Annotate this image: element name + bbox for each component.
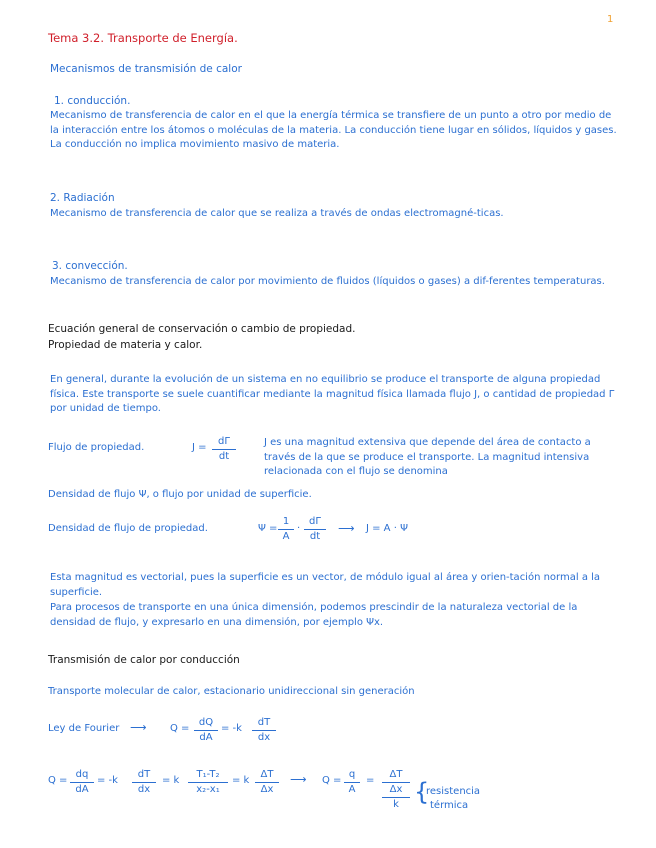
fourier-label: Ley de Fourier [48,723,120,734]
final-fraction-2 [132,768,156,797]
fourier-fraction-2 [252,716,276,745]
densidad-def: Densidad de flujo Ψ, o flujo por unidad de superficie. [48,489,312,500]
flujo-eq-den: dt [218,451,230,462]
densidad-eq-lhs: Ψ = [258,523,278,534]
fourier-lhs: Q = [170,723,190,734]
final-num2: dT [132,768,156,783]
fourier-num2: dT [252,716,276,731]
fourier-fraction-1 [194,716,218,745]
section-heading-mecanismos: Mecanismos de transmisión de calor [50,63,242,75]
final-den6-bot: k [393,799,399,810]
densidad-eq-dot: · [297,523,301,534]
final-fraction-1 [70,768,94,797]
propiedad-heading: Propiedad de materia y calor. [48,339,203,351]
densidad-label: Densidad de flujo de propiedad. [48,523,208,534]
final-den2: dx [137,784,151,795]
unidim-text: Para procesos de transporte en una única dimensión, podemos prescindir de la naturaleza vectorial de la densidad de flujo, y expresarlo en una dimensión, por ejemplo Ψx. [50,602,578,628]
flujo-desc: J es una magnitud extensiva que depende del área de contacto a través de la que se produce el transporte. La magnitud intensiva relacionada con el flujo se denomina [264,437,591,477]
densidad-eq-arrow: ⟶ [338,521,355,535]
fourier-arrow: ⟶ [130,720,147,734]
final-den6-top: Δx [382,783,410,798]
final-lhs: Q = [48,775,68,786]
final-eq4: = k [232,775,250,786]
final-num6: ΔT [382,768,410,783]
final-den5: A [348,784,356,795]
final-num4: ΔT [255,768,279,783]
flujo-eq-num: dΓ [212,435,236,450]
densidad-eq-den1: A [282,531,290,542]
final-fraction-6 [382,768,410,812]
final-num1: dq [70,768,94,783]
final-num5: q [344,768,360,783]
conduccion-heading: 1. conducción. [54,95,131,107]
fourier-den2: dx [257,732,271,743]
densidad-eq-num2: dΓ [304,515,326,530]
final-eq3: = k [162,775,180,786]
densidad-eq-den2: dt [309,531,321,542]
conduccion-text: Mecanismo de transferencia de calor en el que la energía térmica se transfiere de un punto a otro por medio de la interacción entre los átomos o moléculas de la materia. La conducción tiene lugar en sólidos, líquidos y gases. La conducción no implica movimiento masivo de materia. [50,110,617,150]
final-fraction-3 [188,768,228,797]
intro-text: En general, durante la evolución de un sistema en no equilibrio se produce el transporte de alguna propiedad física. Este transporte se suele cuantificar mediante la magnitud física llamada flujo J, o cantidad de propiedad Γ por unidad de tiempo. [50,374,615,414]
corner-mark: 1 [607,14,614,25]
final-eq2: = -k [97,775,118,786]
final-fraction-5 [344,768,360,797]
conduccion-section-heading: Transmisión de calor por conducción [48,654,240,666]
densidad-eq-fraction-1 [278,515,294,544]
final-arrow: ⟶ [290,772,307,786]
fourier-mid: = -k [221,723,242,734]
vector-text: Esta magnitud es vectorial, pues la superficie es un vector, de módulo igual al área y orien-tación normal a la superficie. [50,572,601,598]
ecuacion-heading: Ecuación general de conservación o cambio de propiedad. [48,323,356,335]
final-den1: dA [75,784,89,795]
final-q: Q = [322,775,342,786]
resistencia-line1: resistencia [426,786,481,797]
conduccion-subheading: Transporte molecular de calor, estacionario unidireccional sin generación [48,686,415,697]
densidad-eq-rhs: J = A · Ψ [366,523,408,534]
document-title: Tema 3.2. Transporte de Energía. [48,31,238,45]
resistencia-line2: térmica [430,800,469,811]
conveccion-text: Mecanismo de transferencia de calor por movimiento de fluidos (líquidos o gases) a dif-ferentes temperaturas. [50,276,605,287]
fourier-num1: dQ [194,716,218,731]
final-den3: x₂-x₁ [196,784,220,795]
conveccion-heading: 3. convección. [52,260,128,272]
densidad-eq-fraction-2 [304,515,326,544]
fourier-den1: dA [199,732,213,743]
final-fraction-4 [255,768,279,797]
flujo-eq-fraction [212,435,236,464]
densidad-eq-num1: 1 [278,515,294,530]
flujo-label: Flujo de propiedad. [48,442,145,453]
flujo-eq-lhs: J = [192,442,207,453]
final-num3: T₁-T₂ [188,768,228,783]
resistencia-brace: { [414,778,430,806]
radiacion-text: Mecanismo de transferencia de calor que se realiza a través de ondas electromagné-ticas. [50,208,504,219]
final-den4: Δx [260,784,274,795]
final-eq5: = [366,775,375,786]
radiacion-heading: 2. Radiación [50,192,115,204]
